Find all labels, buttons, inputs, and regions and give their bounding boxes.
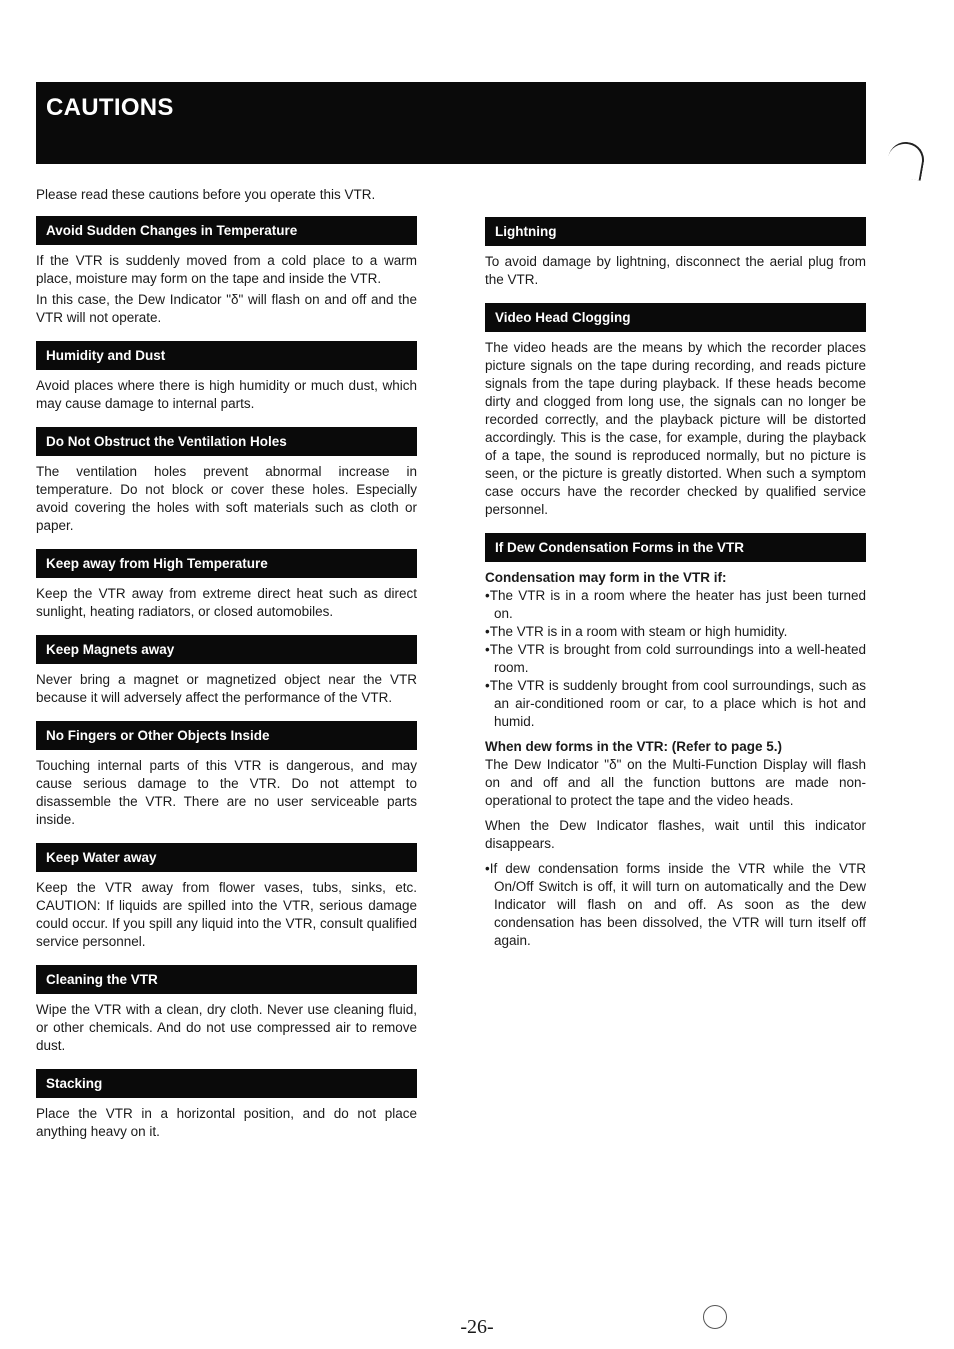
section-text: Wipe the VTR with a clean, dry cloth. Never use cleaning fluid, or other chemicals. And do not use compressed air to remove dust. [36,1002,417,1053]
section-text: Keep the VTR away from extreme direct heat such as direct sunlight, heating radiators, or closed automobiles. [36,586,417,619]
section-magnets [36,635,417,707]
dew-bullet: • The VTR is suddenly brought from cool surroundings, such as an air-conditioned room or car, to a place which is hot and humid. [485,677,866,731]
section-heading: Video Head Clogging [485,303,866,332]
section-text: Avoid places where there is high humidity or much dust, which may cause damage to internal parts. [36,378,417,411]
dew-text: The Dew Indicator "δ" on the Multi-Function Display will flash on and off and all the function buttons are made non-operational to protect the tape and the video heads. [485,757,866,808]
intro-text: Please read these cautions before you operate this VTR. [36,187,376,202]
scan-mark-icon [885,139,927,181]
section-heading: Keep Water away [36,843,417,872]
dew-bullet: • The VTR is brought from cold surroundings into a well-heated room. [485,641,866,677]
section-video-head [485,303,866,519]
section-lightning [485,217,866,289]
section-heading: Keep Magnets away [36,635,417,664]
section-high-temperature [36,549,417,621]
section-heading: Cleaning the VTR [36,965,417,994]
section-heading: Avoid Sudden Changes in Temperature [36,216,417,245]
section-heading: Lightning [485,217,866,246]
section-heading: Stacking [36,1069,417,1098]
dew-subheading: When dew forms in the VTR: (Refer to page 5.) [485,739,783,754]
section-temperature [36,216,417,327]
section-humidity [36,341,417,413]
right-column [485,217,866,950]
section-text: Never bring a magnet or magnetized object near the VTR because it will adversely affect the performance of the VTR. [36,672,417,705]
binding-hole-icon [703,1305,727,1329]
section-heading: No Fingers or Other Objects Inside [36,721,417,750]
section-water [36,843,417,951]
section-stacking [36,1069,417,1141]
section-heading: If Dew Condensation Forms in the VTR [485,533,866,562]
dew-bullet: • If dew condensation forms inside the VTR while the VTR On/Off Switch is off, it will turn on automatically and the Dew Indicator will flash on and off. As soon as the dew condensation has been dissolved, the VTR will turn itself off again. [485,860,866,950]
dew-subheading: Condensation may form in the VTR if: [485,570,727,585]
section-text: The video heads are the means by which the recorder places picture signals on the tape during recording, and reads picture signals from the tape during playback. If these heads become dirty and clogged from long use, the signals can no longer be recorded correctly, and the playback picture will be distorted accordingly. This is the case, for example, during the playback of a tape, the sound is reproduced normally, but no picture is seen, or the picture is greatly distorted. When such a symptom case occurs have the recorder checked by qualified service personnel. [485,340,866,517]
page-number: -26- [460,1316,494,1338]
section-text: To avoid damage by lightning, disconnect the aerial plug from the VTR. [485,254,866,287]
section-fingers [36,721,417,829]
page-title: CAUTIONS [46,94,174,121]
left-column [36,216,417,1155]
section-text: If the VTR is suddenly moved from a cold place to a warm place, moisture may form on the tape and inside the VTR. [36,253,417,286]
section-heading: Humidity and Dust [36,341,417,370]
section-text: Place the VTR in a horizontal position, and do not place anything heavy on it. [36,1106,417,1139]
dew-bullet: • The VTR is in a room with steam or high humidity. [485,623,866,641]
dew-bullet: • The VTR is in a room where the heater has just been turned on. [485,587,866,623]
section-heading: Keep away from High Temperature [36,549,417,578]
cautions-banner [36,82,866,164]
section-cleaning [36,965,417,1055]
section-text: Keep the VTR away from flower vases, tubs, sinks, etc. CAUTION: If liquids are spilled into the VTR, serious damage could occur. If you spill any liquid into the VTR, consult qualified service personnel. [36,880,417,949]
section-heading: Do Not Obstruct the Ventilation Holes [36,427,417,456]
dew-text: When the Dew Indicator flashes, wait until this indicator disappears. [485,818,866,851]
section-text: Touching internal parts of this VTR is dangerous, and may cause serious damage to the VTR. Do not attempt to disassemble the VTR. There are no user serviceable parts inside. [36,758,417,827]
section-text: In this case, the Dew Indicator "δ" will flash on and off and the VTR will not operate. [36,292,417,325]
section-ventilation [36,427,417,535]
section-dew-condensation [485,533,866,950]
section-text: The ventilation holes prevent abnormal increase in temperature. Do not block or cover these holes. Especially avoid covering the holes with soft materials such as cloth or paper. [36,464,417,533]
